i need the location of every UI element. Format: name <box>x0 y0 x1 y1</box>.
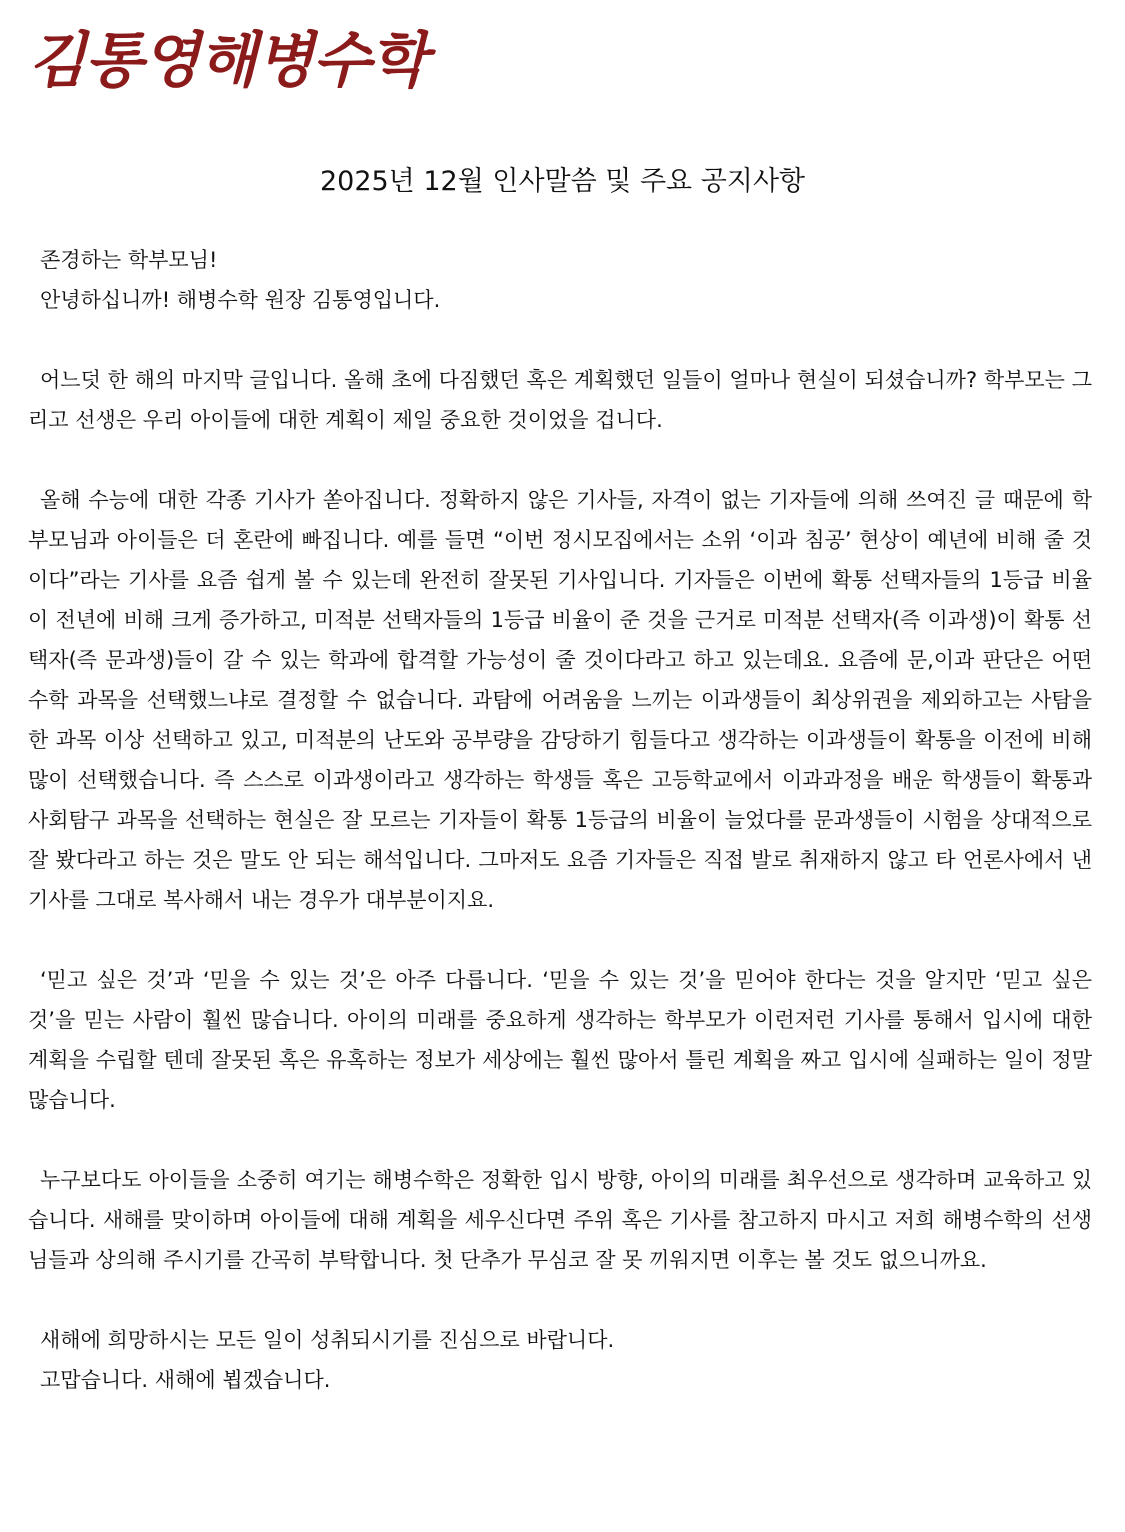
greeting-line: 존경하는 학부모님! <box>40 248 218 272</box>
closing-line: 고맙습니다. 새해에 뵙겠습니다. <box>40 1368 331 1392</box>
body-paragraph: 올해 수능에 대한 각종 기사가 쏟아집니다. 정확하지 않은 기사들, 자격이 없는 기자들에 의해 쓰여진 글 때문에 학부모님과 아이들은 더 혼란에 빠집니다. 예를 들면 “이번 정시모집에서는 소위 ‘이과 침공’ 현상이 예년에 비해 줄 것이다”라는 기사를 요즘 쉽게 볼 수 있는데 완전히 잘못된 기사입니다. 기자들은 이번에 확통 선택자들의 1등급 비율이 전년에 비해 크게 증가하고, 미적분 선택자들의 1등급 비율이 준 것을 근거로 미적분 선택자(즉 이과생)이 확통 선택자(즉 문과생)들이 갈 수 있는 학과에 합격할 가능성이 줄 것이다라고 하고 있는데요. 요즘에 문,이과 판단은 어떤 수학 과목을 선택했느냐로 결정할 수 없습니다. 과탐에 어려움을 느끼는 이과생들이 최상위권을 제외하고는 사탐을 한 과목 이상 선택하고 있고, 미적분의 난도와 공부량을 감당하기 힘들다고 생각하는 이과생들이 확통을 이전에 비해 많이 선택했습니다. 즉 스스로 이과생이라고 생각하는 학생들 혹은 고등학교에서 이과과정을 배운 학생들이 확통과 사회탐구 과목을 선택하는 현실은 잘 모르는 기자들이 확통 1등급의 비율이 늘었다를 문과생들이 시험을 상대적으로 잘 봤다라고 하는 것은 말도 안 되는 해석입니다. 그마저도 요즘 기자들은 직접 발로 취재하지 않고 타 언론사에서 낸 기사를 그대로 복사해서 내는 경우가 대부분이지요. <box>28 488 1092 912</box>
paragraph-gap <box>28 440 1092 480</box>
body-paragraph: ‘믿고 싶은 것’과 ‘믿을 수 있는 것’은 아주 다릅니다. ‘믿을 수 있는 것’을 믿어야 한다는 것을 알지만 ‘믿고 싶은 것’을 믿는 사람이 훨씬 많습니다. 아이의 미래를 중요하게 생각하는 학부모가 이런저런 기사를 통해서 입시에 대한 계획을 수립할 텐데 잘못된 혹은 유혹하는 정보가 세상에는 훨씬 많아서 틀린 계획을 짜고 입시에 실패하는 일이 정말 많습니다. <box>28 968 1092 1112</box>
body-paragraph: 누구보다도 아이들을 소중히 여기는 해병수학은 정확한 입시 방향, 아이의 미래를 최우선으로 생각하며 교육하고 있습니다. 새해를 맞이하며 아이들에 대해 계획을 세우신다면 주위 혹은 기사를 참고하지 마시고 저희 해병수학의 선생님들과 상의해 주시기를 간곡히 부탁합니다. 첫 단추가 무심코 잘 못 끼워지면 이후는 볼 것도 없으니까요. <box>28 1168 1092 1272</box>
letter-body <box>28 240 1092 1400</box>
paragraph-gap <box>28 320 1092 360</box>
closing-line: 새해에 희망하시는 모든 일이 성취되시기를 진심으로 바랍니다. <box>40 1328 615 1352</box>
notice-title: 2025년 12월 인사말씀 및 주요 공지사항 <box>319 166 806 197</box>
paragraph-gap <box>28 920 1092 960</box>
academy-logo: 김통영해병수학 <box>28 26 427 96</box>
paragraph-gap <box>28 1120 1092 1160</box>
body-paragraph: 어느덧 한 해의 마지막 글입니다. 올해 초에 다짐했던 혹은 계획했던 일들이 얼마나 현실이 되셨습니까? 학부모는 그리고 선생은 우리 아이들에 대한 계획이 제일 중요한 것이었을 겁니다. <box>28 368 1092 432</box>
greeting-line: 안녕하십니까! 해병수학 원장 김통영입니다. <box>40 288 441 312</box>
paragraph-gap <box>28 1280 1092 1320</box>
